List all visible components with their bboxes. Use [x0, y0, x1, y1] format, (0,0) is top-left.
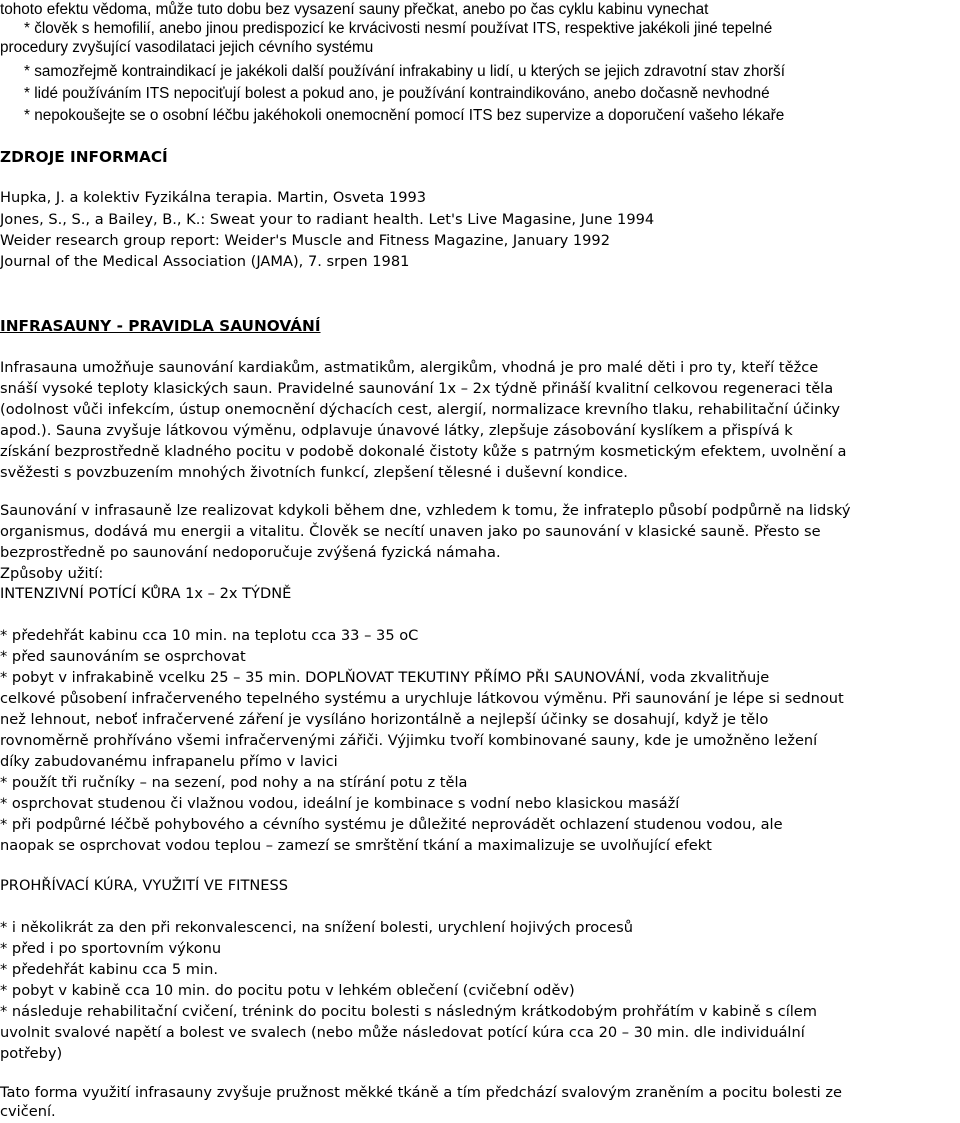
bullet-line: * při podpůrné léčbě pohybového a cévního systému je důležité neprovádět ochlazení studenou vodou, ale: [0, 816, 783, 833]
paragraph-line: organismus, dodává mu energii a vitalitu. Člověk se necítí unaven jako po saunování v klasické sauně. Přesto se: [0, 523, 821, 540]
sources-heading: ZDROJE INFORMACÍ: [0, 148, 168, 166]
source-line: Hupka, J. a kolektiv Fyzikálna terapia. Martin, Osveta 1993: [0, 189, 427, 206]
paragraph-line: bezprostředně po saunování nedoporučuje zvýšená fyzická námaha.: [0, 544, 501, 561]
source-line: Journal of the Medical Association (JAMA), 7. srpen 1981: [0, 253, 410, 270]
fitness-heading: PROHŘÍVACÍ KÚRA, VYUŽITÍ VE FITNESS: [0, 877, 289, 894]
bullet-line: * pobyt v kabině cca 10 min. do pocitu potu v lehkém oblečení (cvičební oděv): [0, 982, 575, 999]
source-line: Jones, S., S., a Bailey, B., K.: Sweat your to radiant health. Let's Live Magasine, June 1994: [0, 211, 655, 228]
paragraph-line: díky zabudovanému infrapanelu přímo v lavici: [0, 753, 338, 770]
bullet-line: * použít tři ručníky – na sezení, pod nohy a na stírání potu z těla: [0, 774, 468, 791]
bullet-line: * následuje rehabilitační cvičení, trénink do pocitu bolesti s následným krátkodobým prohřátím v kabině s cílem: [0, 1003, 817, 1020]
paragraph-line: snáší vysoké teploty klasických saun. Pravidelné saunování 1x – 2x týdně přináší kvalitní celkovou regeneraci těla: [0, 380, 834, 397]
paragraph-line: rovnoměrně prohříváno všemi infračervenými zářiči. Výjimku tvoří kombinované sauny, kde je umožněno ležení: [0, 732, 818, 749]
bullet-line: * člověk s hemofilií, anebo jinou predispozicí ke krvácivosti nesmí používat ITS, respektive jakékoli jiné tepelné: [24, 20, 773, 37]
rules-heading: INFRASAUNY - PRAVIDLA SAUNOVÁNÍ: [0, 317, 321, 335]
bullet-line: * osprchovat studenou či vlažnou vodou, ideální je kombinace s vodní nebo klasickou masáží: [0, 795, 680, 812]
paragraph-line: svěžesti s povzbuzením mnohých životních funkcí, zlepšení tělesné i duševní kondice.: [0, 464, 628, 481]
bullet-line: * pobyt v infrakabině vcelku 25 – 35 min. DOPLŇOVAT TEKUTINY PŘÍMO PŘI SAUNOVÁNÍ, voda zkvalitňuje: [0, 669, 770, 686]
paragraph-line: cvičení.: [0, 1103, 56, 1120]
paragraph-line: apod.). Sauna zvyšuje látkovou výměnu, odplavuje únavové látky, zlepšuje zásobování kyslíkem a přispívá k: [0, 422, 793, 439]
paragraph-line: Saunování v infrasauně lze realizovat kdykoli během dne, vzhledem k tomu, že infrateplo působí podpůrně na lidský: [0, 502, 851, 519]
bullet-line: * lidé používáním ITS nepociťují bolest a pokud ano, je používání kontraindikováno, anebo dočasně nevhodné: [24, 85, 770, 102]
intensive-heading: INTENZIVNÍ POTÍCÍ KŮRA 1x – 2x TÝDNĚ: [0, 585, 292, 602]
bullet-line: * i několikrát za den při rekonvalescenci, na snížení bolesti, urychlení hojivých procesů: [0, 919, 634, 936]
source-line: Weider research group report: Weider's Muscle and Fitness Magazine, January 1992: [0, 232, 610, 249]
paragraph-line: potřeby): [0, 1045, 63, 1062]
paragraph-line: Infrasauna umožňuje saunování kardiakům, astmatikům, alergikům, vhodná je pro malé děti i pro ty, kteří těžce: [0, 359, 819, 376]
bullet-line: * před saunováním se osprchovat: [0, 648, 246, 665]
paragraph-line: (odolnost vůči infekcím, ústup onemocnění dýchacích cest, alergií, normalizace krevního tlaku, rehabilitační účinky: [0, 401, 840, 418]
paragraph-line: naopak se osprchovat vodou teplou – zamezí se smrštění tkání a maximalizuje se uvolňující efekt: [0, 837, 712, 854]
text-line: tohoto efektu vědoma, může tuto dobu bez vysazení sauny přečkat, anebo po čas cyklu kabinu vynechat: [0, 1, 709, 18]
bullet-line: * samozřejmě kontraindikací je jakékoli další používání infrakabiny u lidí, u kterých se jejich zdravotní stav zhorší: [24, 63, 785, 80]
paragraph-line: získání bezprostředně kladného pocitu v podobě dokonalé čistoty kůže s patrným kosmetickým efektem, uvolnění a: [0, 443, 847, 460]
paragraph-line: než lehnout, neboť infračervené záření je vysíláno horizontálně a nejlepší účinky se dosahují, když je tělo: [0, 711, 769, 728]
bullet-line: * předehřát kabinu cca 10 min. na teplotu cca 33 – 35 oC: [0, 627, 419, 644]
paragraph-line: uvolnit svalové napětí a bolest ve svalech (nebo může následovat potící kúra cca 20 – 30 min. dle individuální: [0, 1024, 805, 1041]
bullet-line: * nepokoušejte se o osobní léčbu jakéhokoli onemocnění pomocí ITS bez supervize a doporučení vašeho lékaře: [24, 107, 785, 124]
paragraph-line: celkové působení infračerveného tepelného systému a urychluje látkovou výměnu. Při saunování je lépe si sednout: [0, 690, 844, 707]
ways-label: Způsoby užití:: [0, 565, 104, 582]
paragraph-line: Tato forma využití infrasauny zvyšuje pružnost měkké tkáně a tím předchází svalovým zraněním a pocitu bolesti ze: [0, 1084, 842, 1101]
text-line: procedury zvyšující vasodilataci jejich cévního systému: [0, 39, 374, 56]
bullet-line: * před i po sportovním výkonu: [0, 940, 222, 957]
bullet-line: * předehřát kabinu cca 5 min.: [0, 961, 218, 978]
